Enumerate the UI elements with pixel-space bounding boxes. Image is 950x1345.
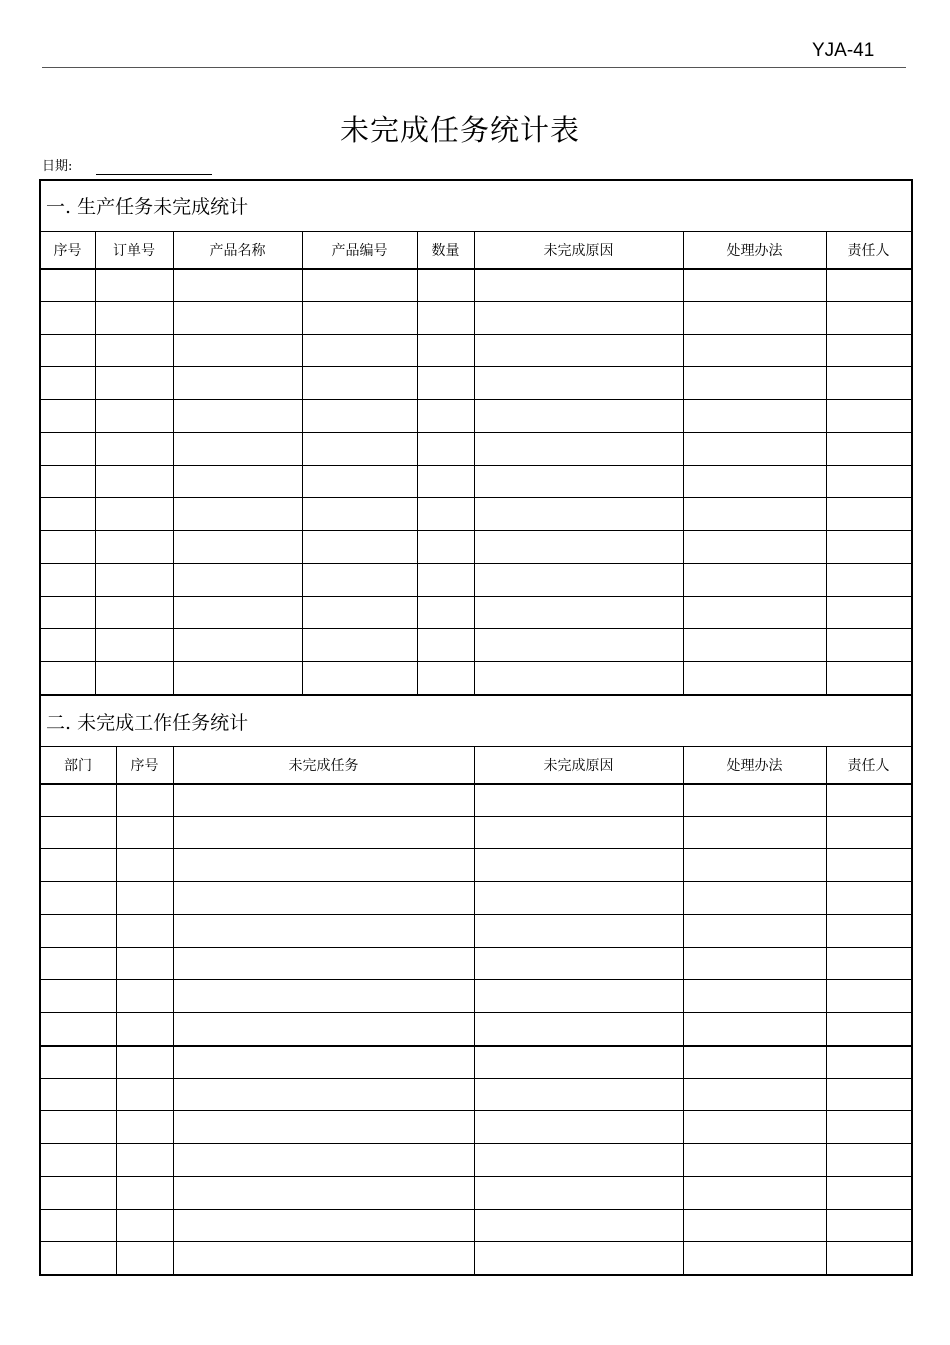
- section2-table-cell[interactable]: [684, 818, 825, 848]
- section1-table-cell[interactable]: [96, 270, 172, 300]
- section1-table-cell[interactable]: [41, 499, 94, 529]
- section1-table-cell[interactable]: [475, 663, 682, 693]
- section1-table-cell[interactable]: [41, 630, 94, 660]
- section2-table-cell[interactable]: [827, 818, 910, 848]
- section1-table-cell[interactable]: [41, 270, 94, 300]
- section1-table-cell[interactable]: [418, 336, 473, 366]
- section2-table-cell[interactable]: [475, 916, 682, 946]
- section2-table-cell[interactable]: [41, 1047, 115, 1077]
- section2-table-cell[interactable]: [684, 1047, 825, 1077]
- section2-table-cell[interactable]: [684, 850, 825, 880]
- section1-table-cell[interactable]: [827, 270, 910, 300]
- section2-table-cell[interactable]: [475, 1211, 682, 1241]
- section2-table-cell[interactable]: [827, 1211, 910, 1241]
- section1-table-cell[interactable]: [684, 270, 825, 300]
- section2-table-cell[interactable]: [174, 1178, 473, 1208]
- section1-table-cell[interactable]: [827, 303, 910, 333]
- section2-row-rule: [40, 979, 911, 980]
- page-title: 未完成任务统计表: [339, 113, 580, 147]
- section2-table-cell[interactable]: [41, 785, 115, 815]
- section1-column-header: 产品编号: [331, 243, 388, 259]
- section2-table-cell[interactable]: [41, 916, 115, 946]
- section2-column-header: 部门: [64, 758, 92, 774]
- section2-table-cell[interactable]: [827, 1014, 910, 1044]
- section2-table-cell[interactable]: [827, 785, 910, 815]
- section2-table-cell[interactable]: [117, 850, 172, 880]
- section1-table-cell[interactable]: [41, 467, 94, 497]
- section1-table-cell[interactable]: [827, 499, 910, 529]
- section2-table-cell[interactable]: [827, 850, 910, 880]
- section1-table-cell[interactable]: [827, 401, 910, 431]
- section2-row-rule: [40, 1078, 911, 1079]
- section2-table-cell[interactable]: [174, 1112, 473, 1142]
- section2-table-cell[interactable]: [827, 1080, 910, 1110]
- section2-table-cell[interactable]: [41, 1178, 115, 1208]
- section2-table-cell[interactable]: [684, 785, 825, 815]
- section2-row-rule: [40, 1012, 911, 1013]
- section2-table-cell[interactable]: [174, 916, 473, 946]
- section2-row-rule: [40, 1241, 911, 1242]
- section1-row-rule: [40, 465, 911, 466]
- section1-table-cell[interactable]: [96, 401, 172, 431]
- section1-table-cell[interactable]: [41, 336, 94, 366]
- section1-table-cell[interactable]: [174, 663, 301, 693]
- section1-column-header: 处理办法: [726, 243, 783, 259]
- section1-table-cell[interactable]: [475, 532, 682, 562]
- section2-header-top-rule: [40, 746, 911, 747]
- section2-table-cell[interactable]: [475, 1145, 682, 1175]
- section1-table-cell[interactable]: [475, 336, 682, 366]
- section1-column-header: 序号: [53, 243, 82, 259]
- date-field-line[interactable]: [96, 174, 212, 175]
- section1-table-cell[interactable]: [418, 630, 473, 660]
- section1-table-cell[interactable]: [96, 663, 172, 693]
- section2-table-cell[interactable]: [827, 916, 910, 946]
- section1-table-cell[interactable]: [96, 565, 172, 595]
- section1-table-cell[interactable]: [303, 336, 416, 366]
- section1-table-cell[interactable]: [174, 434, 301, 464]
- section1-table-cell[interactable]: [475, 565, 682, 595]
- section2-table-cell[interactable]: [475, 949, 682, 979]
- section1-table-cell[interactable]: [827, 336, 910, 366]
- section2-table-cell[interactable]: [174, 981, 473, 1011]
- section1-table-cell[interactable]: [684, 368, 825, 398]
- section1-table-cell[interactable]: [418, 532, 473, 562]
- header-rule: [42, 67, 906, 68]
- section2-table-cell[interactable]: [174, 1145, 473, 1175]
- section1-table-cell[interactable]: [96, 336, 172, 366]
- section2-table-cell[interactable]: [684, 1112, 825, 1142]
- section1-table-cell[interactable]: [684, 401, 825, 431]
- section2-table-cell[interactable]: [475, 1014, 682, 1044]
- section1-table-cell[interactable]: [684, 663, 825, 693]
- section1-row-rule: [40, 530, 911, 531]
- section2-table-cell[interactable]: [475, 1112, 682, 1142]
- section2-row-rule: [40, 848, 911, 849]
- section1-table-cell[interactable]: [174, 303, 301, 333]
- section2-table-cell[interactable]: [475, 1080, 682, 1110]
- section1-table-cell[interactable]: [303, 434, 416, 464]
- section2-column-header: 未完成任务: [288, 758, 359, 774]
- section1-table-cell[interactable]: [418, 499, 473, 529]
- section1-table-cell[interactable]: [827, 663, 910, 693]
- section1-row-rule: [40, 399, 911, 400]
- section1-table-cell[interactable]: [41, 434, 94, 464]
- section1-table-cell[interactable]: [418, 303, 473, 333]
- section2-table-cell[interactable]: [684, 1178, 825, 1208]
- section1-table-cell[interactable]: [303, 270, 416, 300]
- section1-table-cell[interactable]: [174, 598, 301, 628]
- section1-row-rule: [40, 301, 911, 302]
- section2-column-header: 序号: [130, 758, 159, 774]
- section2-table-cell[interactable]: [117, 1145, 172, 1175]
- section1-table-cell[interactable]: [303, 598, 416, 628]
- section2-row-rule: [40, 914, 911, 915]
- section2-table-cell[interactable]: [684, 1145, 825, 1175]
- section2-table-cell[interactable]: [684, 949, 825, 979]
- section1-table-cell[interactable]: [303, 467, 416, 497]
- section2-row-rule: [40, 881, 911, 882]
- section2-table-cell[interactable]: [41, 883, 115, 913]
- section2-table-cell[interactable]: [117, 818, 172, 848]
- section2-table-cell[interactable]: [41, 1080, 115, 1110]
- section1-table-cell[interactable]: [174, 270, 301, 300]
- section1-table-cell[interactable]: [41, 532, 94, 562]
- section2-table-cell[interactable]: [41, 818, 115, 848]
- section1-table-cell[interactable]: [418, 598, 473, 628]
- section2-table-cell[interactable]: [684, 883, 825, 913]
- section2-table-cell[interactable]: [117, 883, 172, 913]
- section1-table-cell[interactable]: [475, 368, 682, 398]
- section2-table-cell[interactable]: [41, 1211, 115, 1241]
- section2-row-rule: [40, 1143, 911, 1144]
- section2-table-cell[interactable]: [174, 1080, 473, 1110]
- section1-table-cell[interactable]: [96, 303, 172, 333]
- section2-table-cell[interactable]: [117, 981, 172, 1011]
- section1-table-cell[interactable]: [684, 532, 825, 562]
- section2-table-cell[interactable]: [174, 1243, 473, 1273]
- section1-table-cell[interactable]: [174, 467, 301, 497]
- section1-table-cell[interactable]: [684, 630, 825, 660]
- section1-table-cell[interactable]: [418, 270, 473, 300]
- section1-table-cell[interactable]: [174, 532, 301, 562]
- section1-table-cell[interactable]: [418, 368, 473, 398]
- document-code: YJA-41: [812, 40, 875, 61]
- section2-table-cell[interactable]: [41, 1014, 115, 1044]
- section2-table-cell[interactable]: [475, 883, 682, 913]
- section2-row-rule: [40, 1110, 911, 1111]
- section2-table-cell[interactable]: [174, 785, 473, 815]
- section1-table-cell[interactable]: [96, 368, 172, 398]
- section2-table-cell[interactable]: [684, 916, 825, 946]
- section2-table-cell[interactable]: [475, 785, 682, 815]
- section2-row-rule: [40, 1176, 911, 1177]
- section1-column-header: 订单号: [113, 243, 155, 259]
- section2-table-cell[interactable]: [117, 1080, 172, 1110]
- section1-table-cell[interactable]: [827, 467, 910, 497]
- section2-table-cell[interactable]: [117, 949, 172, 979]
- section1-table-cell[interactable]: [684, 303, 825, 333]
- section2-table-cell[interactable]: [117, 1243, 172, 1273]
- section1-table-cell[interactable]: [96, 499, 172, 529]
- section2-table-cell[interactable]: [475, 1178, 682, 1208]
- section1-row-rule: [40, 661, 911, 662]
- section1-table-cell[interactable]: [475, 434, 682, 464]
- section2-table-cell[interactable]: [41, 850, 115, 880]
- section1-table-cell[interactable]: [475, 499, 682, 529]
- section1-column-header: 责任人: [847, 243, 890, 259]
- section2-table-cell[interactable]: [117, 1014, 172, 1044]
- section1-table-cell[interactable]: [475, 598, 682, 628]
- section2-table-cell[interactable]: [827, 1047, 910, 1077]
- section1-row-rule: [40, 497, 911, 498]
- section1-table-cell[interactable]: [96, 467, 172, 497]
- section1-table-cell[interactable]: [174, 630, 301, 660]
- section1-row-rule: [40, 334, 911, 335]
- section1-table-cell[interactable]: [418, 434, 473, 464]
- section2-table-cell[interactable]: [41, 1243, 115, 1273]
- section1-table-cell[interactable]: [41, 401, 94, 431]
- section1-table-cell[interactable]: [475, 630, 682, 660]
- section2-table-cell[interactable]: [827, 949, 910, 979]
- section1-row-rule: [40, 628, 911, 629]
- section1-table-cell[interactable]: [684, 565, 825, 595]
- section1-table-cell[interactable]: [475, 303, 682, 333]
- section1-table-cell[interactable]: [303, 499, 416, 529]
- section2-table-cell[interactable]: [684, 981, 825, 1011]
- section1-table-cell[interactable]: [827, 368, 910, 398]
- section1-table-cell[interactable]: [96, 630, 172, 660]
- section1-table-cell[interactable]: [827, 565, 910, 595]
- section1-table-cell[interactable]: [827, 630, 910, 660]
- section1-table-cell[interactable]: [684, 336, 825, 366]
- section2-table-cell[interactable]: [117, 1047, 172, 1077]
- section2-column-header: 未完成原因: [543, 758, 614, 774]
- section1-table-cell[interactable]: [475, 270, 682, 300]
- section2-table-cell[interactable]: [41, 949, 115, 979]
- section1-table-cell[interactable]: [303, 401, 416, 431]
- section1-heading: 一. 生产任务未完成统计: [46, 196, 249, 218]
- section2-row-rule: [40, 1209, 911, 1210]
- section1-table-cell[interactable]: [174, 499, 301, 529]
- section2-table-cell[interactable]: [117, 1112, 172, 1142]
- section1-table-cell[interactable]: [303, 630, 416, 660]
- section1-table-cell[interactable]: [684, 499, 825, 529]
- section1-table-cell[interactable]: [174, 565, 301, 595]
- section1-table-cell[interactable]: [475, 401, 682, 431]
- section1-row-rule: [40, 563, 911, 564]
- section2-table-cell[interactable]: [475, 981, 682, 1011]
- section2-table-cell[interactable]: [41, 981, 115, 1011]
- section1-table-cell[interactable]: [41, 598, 94, 628]
- section1-table-cell[interactable]: [418, 401, 473, 431]
- section1-table-cell[interactable]: [303, 663, 416, 693]
- section1-table-cell[interactable]: [475, 467, 682, 497]
- section1-row-rule: [40, 694, 911, 696]
- section1-table-cell[interactable]: [418, 467, 473, 497]
- section2-table-cell[interactable]: [827, 1145, 910, 1175]
- section2-table-cell[interactable]: [827, 1243, 910, 1273]
- section1-row-rule: [40, 366, 911, 367]
- section2-table-cell[interactable]: [117, 1211, 172, 1241]
- section1-table-cell[interactable]: [303, 368, 416, 398]
- section1-header-top-rule: [40, 231, 911, 232]
- section2-column-header: 责任人: [847, 758, 890, 774]
- section2-table-cell[interactable]: [684, 1211, 825, 1241]
- section1-table-cell[interactable]: [174, 368, 301, 398]
- section1-table-cell[interactable]: [303, 565, 416, 595]
- section2-table-cell[interactable]: [827, 1178, 910, 1208]
- section2-table-cell[interactable]: [684, 1014, 825, 1044]
- section1-row-rule: [40, 596, 911, 597]
- section1-table-cell[interactable]: [174, 336, 301, 366]
- section1-table-cell[interactable]: [174, 401, 301, 431]
- section2-table-cell[interactable]: [174, 1047, 473, 1077]
- section2-table-cell[interactable]: [117, 1178, 172, 1208]
- section1-table-cell[interactable]: [827, 532, 910, 562]
- section2-row-rule: [40, 816, 911, 817]
- section1-column-header: 数量: [431, 243, 460, 259]
- section1-table-cell[interactable]: [96, 434, 172, 464]
- section1-table-cell[interactable]: [827, 434, 910, 464]
- section1-table-cell[interactable]: [41, 565, 94, 595]
- section2-table-cell[interactable]: [174, 1211, 473, 1241]
- section1-table-cell[interactable]: [827, 598, 910, 628]
- section2-table-cell[interactable]: [174, 850, 473, 880]
- section1-table-cell[interactable]: [96, 532, 172, 562]
- section2-table-cell[interactable]: [475, 850, 682, 880]
- section2-table-cell[interactable]: [475, 818, 682, 848]
- section2-table-cell[interactable]: [41, 1112, 115, 1142]
- section2-table-cell[interactable]: [827, 981, 910, 1011]
- section1-table-cell[interactable]: [41, 663, 94, 693]
- section1-table-cell[interactable]: [684, 434, 825, 464]
- section2-table-cell[interactable]: [684, 1080, 825, 1110]
- section2-table-cell[interactable]: [684, 1243, 825, 1273]
- section2-table-cell[interactable]: [41, 1145, 115, 1175]
- section1-table-cell[interactable]: [303, 303, 416, 333]
- section1-table-cell[interactable]: [41, 368, 94, 398]
- section2-table-cell[interactable]: [174, 1014, 473, 1044]
- section2-table-cell[interactable]: [117, 785, 172, 815]
- date-label: 日期:: [42, 159, 73, 174]
- section2-table-cell[interactable]: [174, 818, 473, 848]
- section2-table-cell[interactable]: [117, 916, 172, 946]
- section1-table-cell[interactable]: [684, 598, 825, 628]
- section2-table-cell[interactable]: [827, 1112, 910, 1142]
- section2-table-cell[interactable]: [475, 1243, 682, 1273]
- section1-table-cell[interactable]: [96, 598, 172, 628]
- section1-table-cell[interactable]: [303, 532, 416, 562]
- section2-table-cell[interactable]: [475, 1047, 682, 1077]
- section1-column-header: 未完成原因: [543, 243, 614, 259]
- section2-row-rule: [40, 947, 911, 948]
- section2-table-cell[interactable]: [827, 883, 910, 913]
- section2-column-header: 处理办法: [726, 758, 783, 774]
- section1-row-rule: [40, 432, 911, 433]
- section2-heading: 二. 未完成工作任务统计: [46, 712, 249, 734]
- section1-table-cell[interactable]: [41, 303, 94, 333]
- section1-table-cell[interactable]: [418, 565, 473, 595]
- section1-table-cell[interactable]: [684, 467, 825, 497]
- section2-table-cell[interactable]: [174, 949, 473, 979]
- section1-column-header: 产品名称: [209, 243, 266, 259]
- section2-table-cell[interactable]: [174, 883, 473, 913]
- section1-table-cell[interactable]: [418, 663, 473, 693]
